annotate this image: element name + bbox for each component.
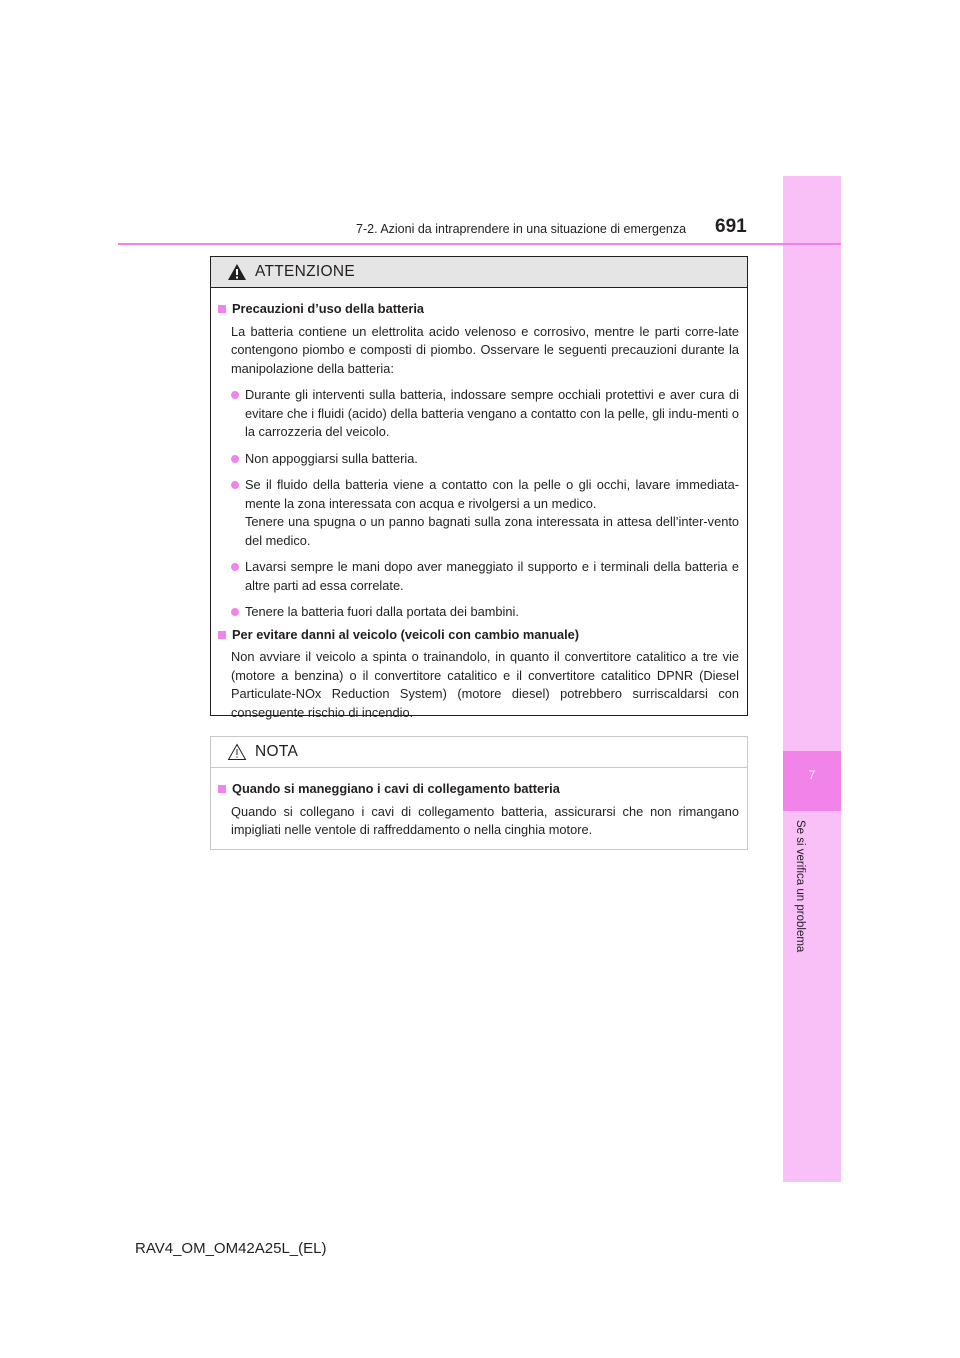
square-bullet-icon [218, 631, 226, 639]
list-item-text-part: Se il fluido della batteria viene a contatto con la pelle o gli occhi, lavare immediata-mente la zona interessata con acqua e rivolgersi a un medico. [245, 477, 739, 511]
heading-text: Precauzioni d’uso della batteria [232, 301, 425, 316]
note-paragraph: Quando si collegano i cavi di collegamento batteria, assicurarsi che non rimangano impigliati nelle ventole di raffreddamento o nella cinghia motore. [231, 803, 739, 837]
list-item [217, 450, 739, 469]
square-bullet-icon [218, 785, 226, 793]
bullet-dot-icon [231, 563, 239, 571]
bullet-dot-icon [231, 455, 239, 463]
list-item-text: Non appoggiarsi sulla batteria. [245, 450, 418, 466]
warning-body [211, 288, 747, 722]
warning-title: ATTENZIONE [255, 263, 356, 280]
note-heading [217, 780, 739, 799]
heading-text: Per evitare danni al veicolo (veicoli con cambio manuale) [232, 626, 580, 642]
list-item [217, 603, 739, 622]
note-box [210, 736, 748, 850]
caution-triangle-icon [227, 743, 247, 761]
chapter-sidebar [783, 176, 841, 1182]
document-code: RAV4_OM_OM42A25L_(EL) [135, 1240, 327, 1257]
warning-triangle-icon [227, 263, 247, 281]
warning-paragraph-1: La batteria contiene un elettrolita acido velenoso e corrosivo, mentre le parti corre-late contengono piombo e composti di piombo. Osservare le seguenti precauzioni durante la manipolazione della batteria: [231, 323, 739, 376]
list-item [217, 386, 739, 442]
list-item [217, 476, 739, 550]
bullet-dot-icon [231, 481, 239, 489]
note-body [211, 768, 747, 840]
list-item-text: Tenere la batteria fuori dalla portata dei bambini. [245, 604, 519, 619]
square-bullet-icon [218, 305, 226, 313]
warning-box [210, 256, 748, 720]
bullet-dot-icon [231, 391, 239, 399]
warning-heading-2 [217, 626, 739, 645]
heading-text: Quando si maneggiano i cavi di collegamento batteria [232, 781, 560, 796]
list-item-text-part: Tenere una spugna o un panno bagnati sulla zona interessata in attesa dell’inter-vento del medico. [245, 514, 739, 548]
header-rule [118, 243, 841, 245]
warning-heading-1 [217, 300, 739, 319]
warning-paragraph-2: Non avviare il veicolo a spinta o trainandolo, in quanto il convertitore catalitico a tre vie (motore a benzina) o il convertitore catalitico e il convertitore catalitico DPNR (Diesel Particulate-NOx Reduction System) (motore diesel) potrebbero surriscaldarsi con conseguente rischio di incendio. [231, 649, 739, 720]
list-item-text: Lavarsi sempre le mani dopo aver maneggiato il supporto e i terminali della batteria e altre parti ad essa correlate. [245, 559, 739, 593]
list-item-text [245, 476, 739, 550]
chapter-title: Se si verifica un problema [794, 820, 806, 953]
note-header [211, 737, 747, 768]
list-item [217, 558, 739, 595]
section-title: 7-2. Azioni da intraprendere in una situazione di emergenza [356, 222, 687, 236]
page-number: 691 [715, 216, 747, 237]
warning-header [211, 257, 747, 288]
chapter-number: 7 [808, 768, 816, 782]
list-item-text: Durante gli interventi sulla batteria, indossare sempre occhiali protettivi e aver cura di evitare che i fluidi (acido) della batteria vengano a contatto con la pelle, gli indu-menti o la carrozzeria del veicolo. [245, 387, 739, 439]
bullet-dot-icon [231, 608, 239, 616]
note-title: NOTA [255, 743, 299, 760]
